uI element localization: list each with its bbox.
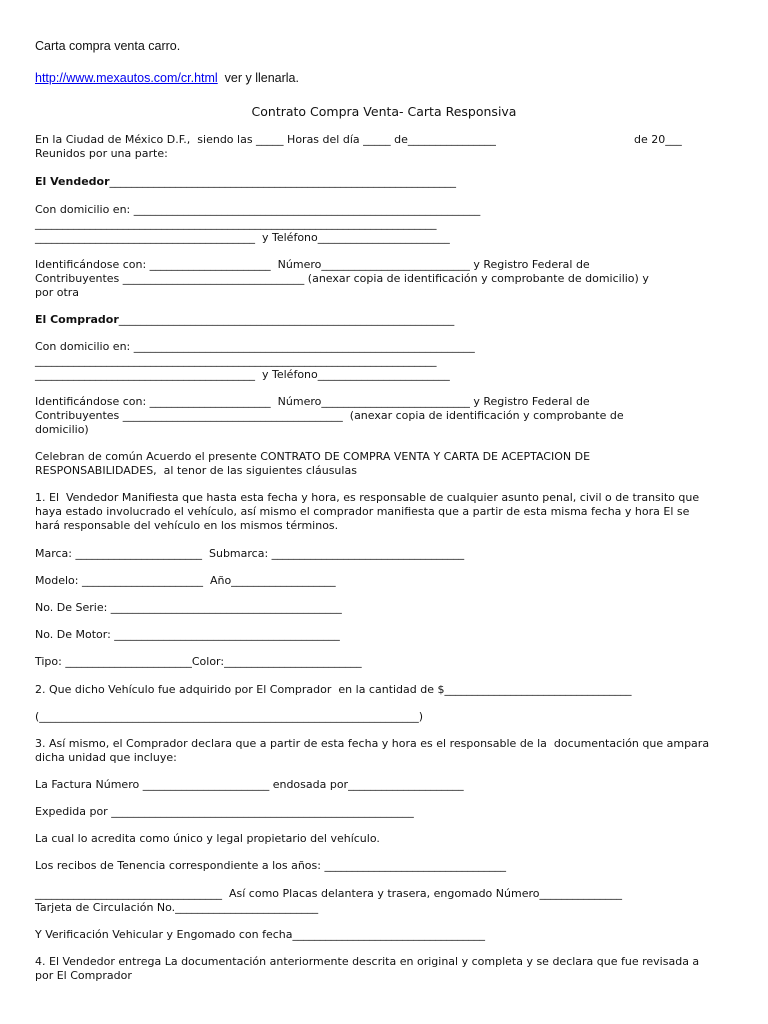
brand-field: Marca: _______________________ Submarca: ___________________________________ [35, 547, 465, 560]
seller-other-line: por otra [35, 286, 80, 299]
serial-field: No. De Serie: __________________________________________ [35, 601, 342, 614]
clause-1-line-1: 1. El Vendedor Manifiesta que hasta esta fecha y hora, es responsable de cualquier asunto penal, civil o de transito que [35, 491, 700, 504]
seller-label: El Vendedor [35, 175, 110, 188]
verification-field: Y Verificación Vehicular y Engomado con fecha___________________________________ [35, 928, 486, 941]
clause-1-line-3: hará responsable del vehículo en los mismos términos. [35, 519, 339, 532]
clause-4-line-2: por El Comprador [35, 969, 132, 982]
buyer-phone-field: ________________________________________ y Teléfono________________________ [35, 368, 450, 381]
plates-field: __________________________________ Así como Placas delantera y trasera, engomado Número_______________ [35, 887, 622, 900]
buyer-heading-line [35, 313, 454, 327]
buyer-name-field: _____________________________________________________________ [118, 313, 455, 326]
clause-1-line-2: haya estado involucrado el vehículo, así mismo el comprador manifiesta que a partir de esta misma fecha y hora El se [35, 505, 690, 518]
buyer-id-line: Identificándose con: ______________________ Número___________________________ y Registro Federal de [35, 395, 590, 408]
source-line [35, 71, 299, 85]
source-link[interactable]: http://www.mexautos.com/cr.html [35, 71, 218, 85]
seller-address-field: Con domicilio en: _______________________________________________________________ [35, 203, 481, 216]
clause-3-line-2: dicha unidad que incluye: [35, 751, 177, 764]
seller-id-line: Identificándose con: ______________________ Número___________________________ y Registro Federal de [35, 258, 590, 271]
issued-by-field: Expedida por _______________________________________________________ [35, 805, 414, 818]
amount-words-field: (_____________________________________________________________________) [35, 710, 424, 723]
buyer-address-field: Con domicilio en: ______________________________________________________________ [35, 340, 475, 353]
contract-title: Contrato Compra Venta- Carta Responsiva [251, 104, 517, 119]
buyer-address-field-2: _________________________________________________________________________ [35, 354, 437, 367]
type-color-field: Tipo: _______________________Color:_________________________ [35, 655, 362, 668]
seller-heading-line [35, 175, 456, 189]
intro-year: de 20___ [634, 133, 682, 146]
clause-3-line-1: 3. Así mismo, el Comprador declara que a partir de esta fecha y hora es el responsable de la documentación que ampara [35, 737, 710, 750]
clause-4-line-1: 4. El Vendedor entrega La documentación anteriormente descrita en original y completa y se declara que fue revisada a [35, 955, 700, 968]
agreement-line: Celebran de común Acuerdo el presente CONTRATO DE COMPRA VENTA Y CARTA DE ACEPTACION DE [35, 450, 591, 463]
seller-rfc-line: Contribuyentes _________________________________ (anexar copia de identificación y comprobante de domicilio) y [35, 272, 649, 285]
intro-line-2: Reunidos por una parte: [35, 147, 168, 160]
intro-line: En la Ciudad de México D.F., siendo las _____ Horas del día _____ de________________ [35, 133, 496, 146]
ownership-line: La cual lo acredita como único y legal propietario del vehículo. [35, 832, 380, 845]
buyer-domicile-line: domicilio) [35, 423, 89, 436]
invoice-field: La Factura Número _______________________ endosada por_____________________ [35, 778, 464, 791]
buyer-rfc-line: Contribuyentes ________________________________________ (anexar copia de identificación y comprobante de [35, 409, 624, 422]
source-link-suffix: ver y llenarla. [217, 71, 299, 85]
circulation-card-field: Tarjeta de Circulación No.__________________________ [35, 901, 319, 914]
buyer-label: El Comprador [35, 313, 119, 326]
engine-field: No. De Motor: _________________________________________ [35, 628, 340, 641]
seller-phone-field: ________________________________________ y Teléfono________________________ [35, 231, 450, 244]
seller-name-field: _______________________________________________________________ [109, 175, 457, 188]
agreement-line-2: RESPONSABILIDADES, al tenor de las siguientes cláusulas [35, 464, 357, 477]
tenure-receipts-field: Los recibos de Tenencia correspondiente a los años: _________________________________ [35, 859, 506, 872]
document-heading: Carta compra venta carro. [35, 39, 181, 53]
model-field: Modelo: ______________________ Año___________________ [35, 574, 336, 587]
seller-address-field-2: _________________________________________________________________________ [35, 217, 437, 230]
clause-2-line: 2. Que dicho Vehículo fue adquirido por El Comprador en la cantidad de $__________________________________ [35, 683, 632, 696]
